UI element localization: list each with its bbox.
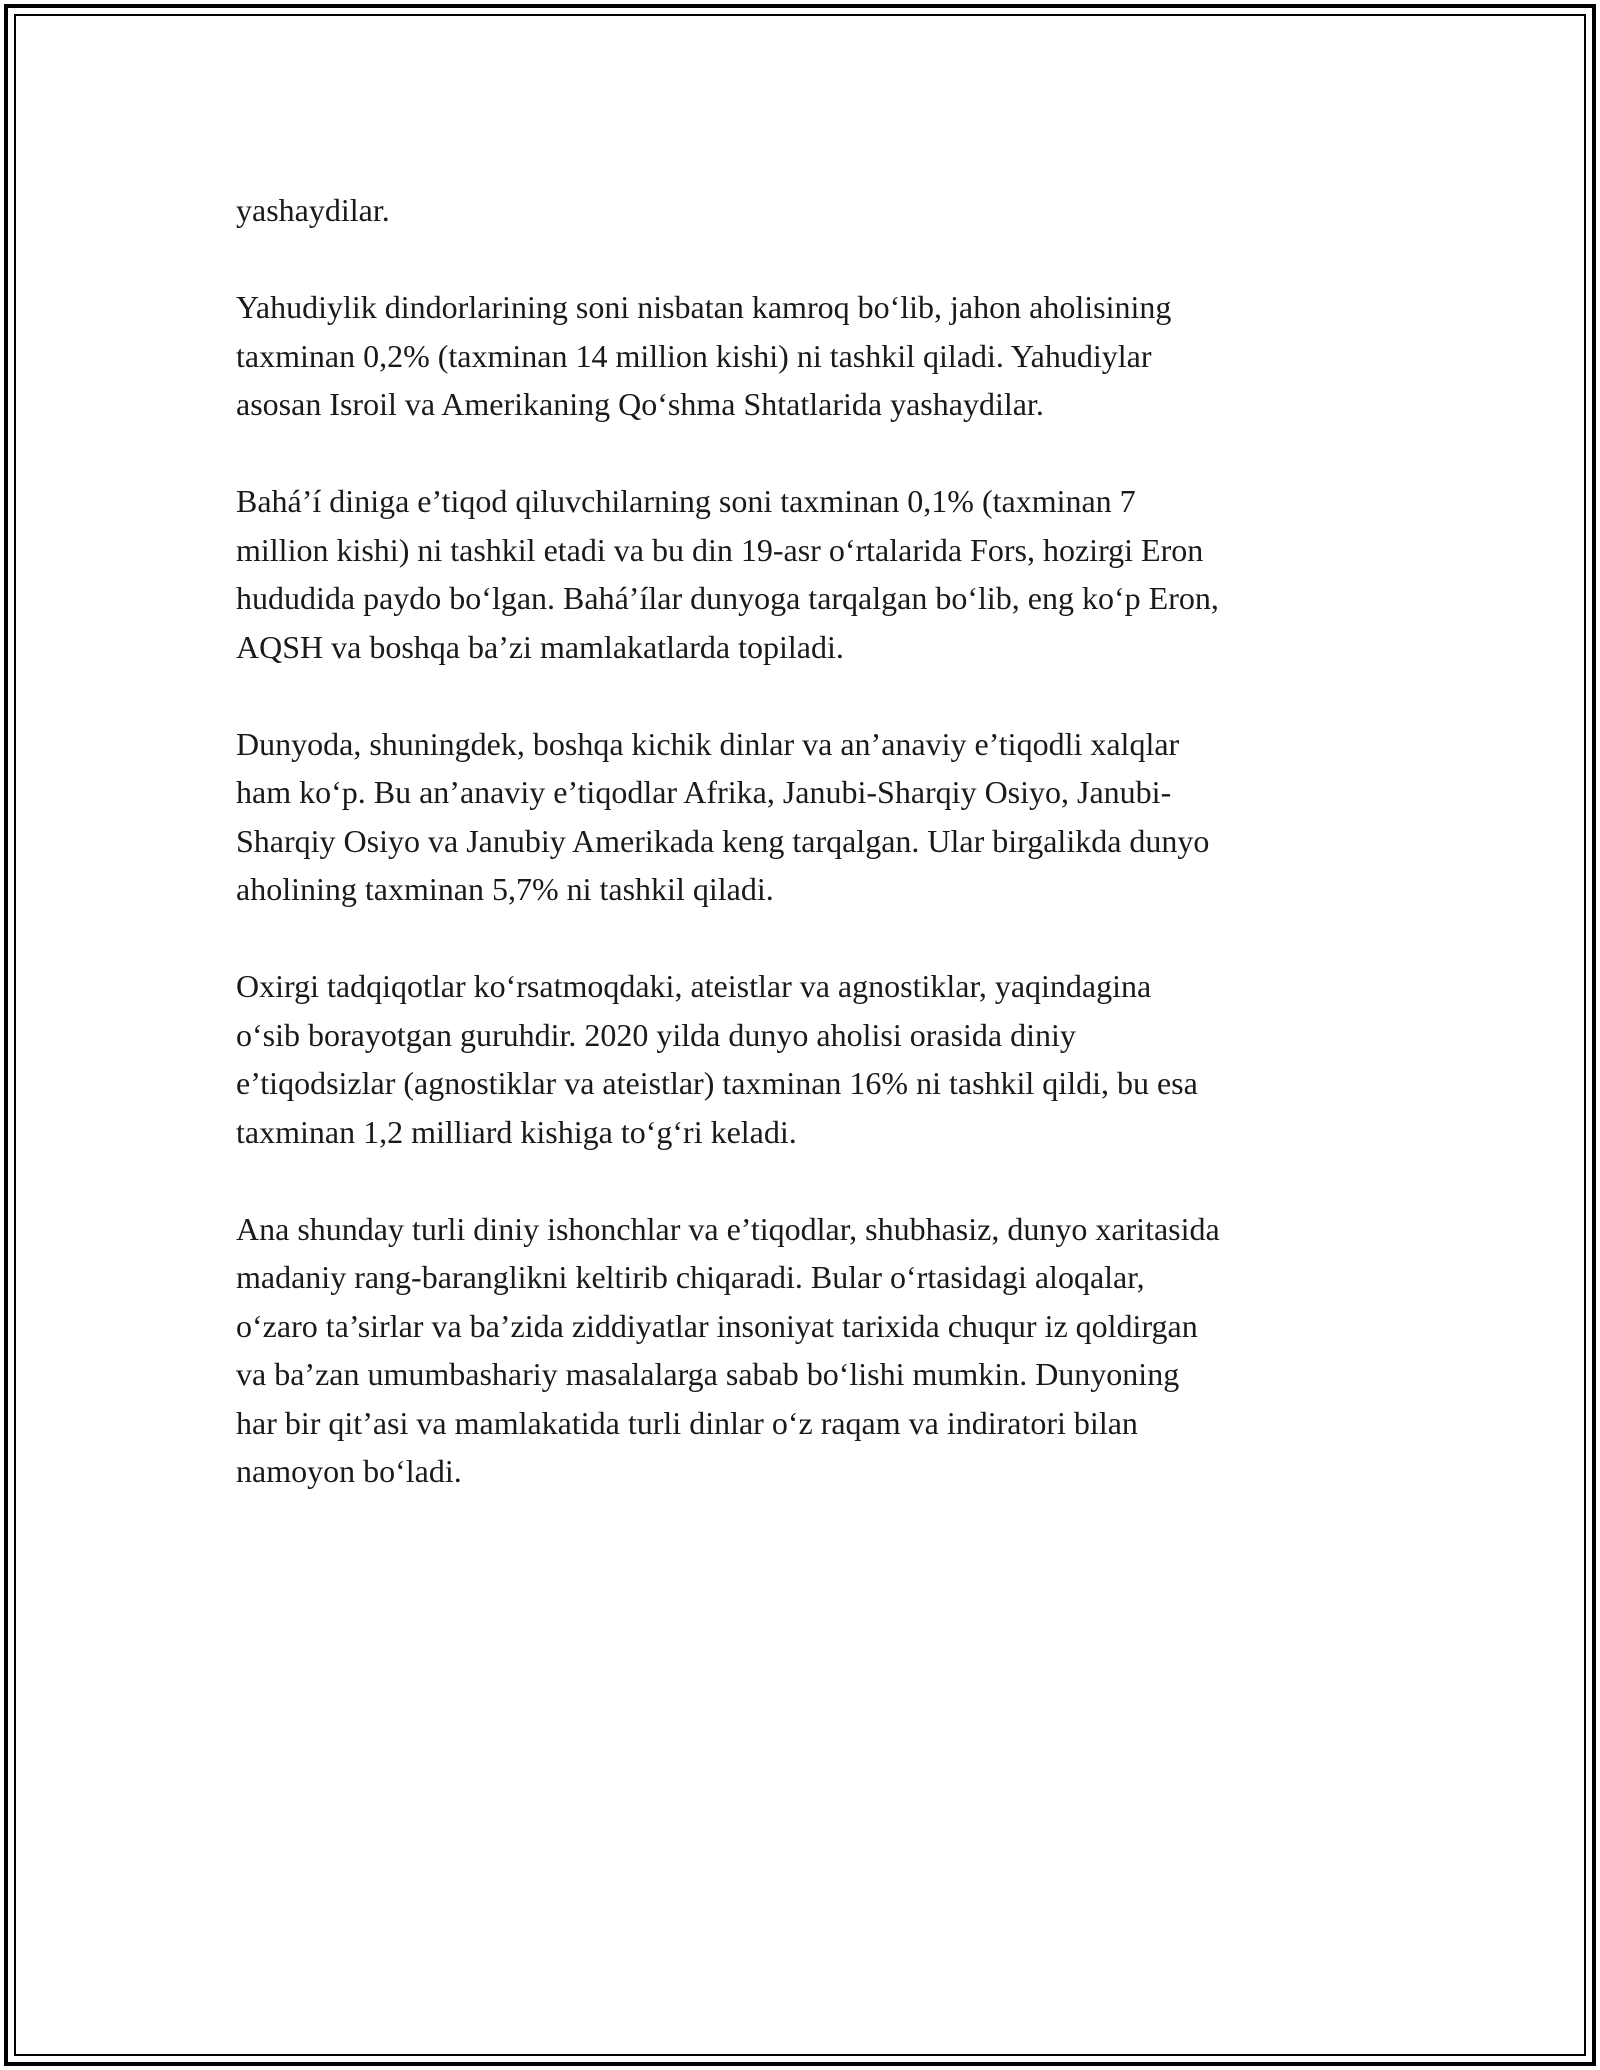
text-line: Bahá’í diniga e’tiqod qiluvchilarning soni taxminan 0,1% (taxminan 7: [236, 483, 1136, 519]
paragraph-judaism: [236, 283, 1386, 429]
text-line: namoyon bo‘ladi.: [236, 1453, 462, 1489]
text-line: Ana shunday turli diniy ishonchlar va e’tiqodlar, shubhasiz, dunyo xaritasida: [236, 1210, 1220, 1247]
text-line: va ba’zan umumbashariy masalalarga sabab bo‘lishi mumkin. Dunyoning: [236, 1356, 1180, 1392]
text-line: o‘zaro ta’sirlar va ba’zida ziddiyatlar insoniyat tarixida chuqur iz qoldirgan: [236, 1307, 1198, 1344]
document-body: [236, 186, 1386, 1544]
text-line: yashaydilar.: [236, 192, 390, 228]
text-line: hududida paydo bo‘lgan. Bahá’ílar dunyoga tarqalgan bo‘lib, eng ko‘p Eron,: [236, 580, 1219, 616]
paragraph-conclusion: [236, 1205, 1386, 1496]
paragraph-traditional-beliefs: [236, 720, 1386, 914]
text-line: har bir qit’asi va mamlakatida turli dinlar o‘z raqam va indiratori bilan: [236, 1404, 1138, 1441]
text-line: Sharqiy Osiyo va Janubiy Amerikada keng tarqalgan. Ular birgalikda dunyo: [236, 822, 1210, 859]
text-line: AQSH va boshqa ba’zi mamlakatlarda topiladi.: [236, 628, 844, 665]
text-line: Dunyoda, shuningdek, boshqa kichik dinlar va an’anaviy e’tiqodli xalqlar: [236, 725, 1180, 762]
text-line: e’tiqodsizlar (agnostiklar va ateistlar) taxminan 16% ni tashkil qildi, bu esa: [236, 1065, 1198, 1101]
text-line: Yahudiylik dindorlarining soni nisbatan kamroq bo‘lib, jahon aholisining: [236, 289, 1172, 325]
text-line: million kishi) ni tashkil etadi va bu din 19-asr o‘rtalarida Fors, hozirgi Eron: [236, 531, 1204, 568]
text-line: ham ko‘p. Bu an’anaviy e’tiqodlar Afrika, Janubi-Sharqiy Osiyo, Janubi-: [236, 774, 1172, 810]
text-line: aholining taxminan 5,7% ni tashkil qiladi.: [236, 871, 774, 907]
text-line: o‘sib borayotgan guruhdir. 2020 yilda dunyo aholisi orasida diniy: [236, 1016, 1076, 1053]
text-line: asosan Isroil va Amerikaning Qo‘shma Shtatlarida yashaydilar.: [236, 386, 1044, 422]
text-line: Oxirgi tadqiqotlar ko‘rsatmoqdaki, ateistlar va agnostiklar, yaqindagina: [236, 968, 1152, 1004]
paragraph-nonreligious: [236, 962, 1386, 1156]
text-line: madaniy rang-baranglikni keltirib chiqaradi. Bular o‘rtasidagi aloqalar,: [236, 1259, 1145, 1295]
paragraph-continuation: [236, 186, 1386, 235]
text-line: taxminan 1,2 milliard kishiga to‘g‘ri keladi.: [236, 1113, 797, 1150]
text-line: taxminan 0,2% (taxminan 14 million kishi) ni tashkil qiladi. Yahudiylar: [236, 337, 1152, 374]
paragraph-bahai: [236, 477, 1386, 671]
